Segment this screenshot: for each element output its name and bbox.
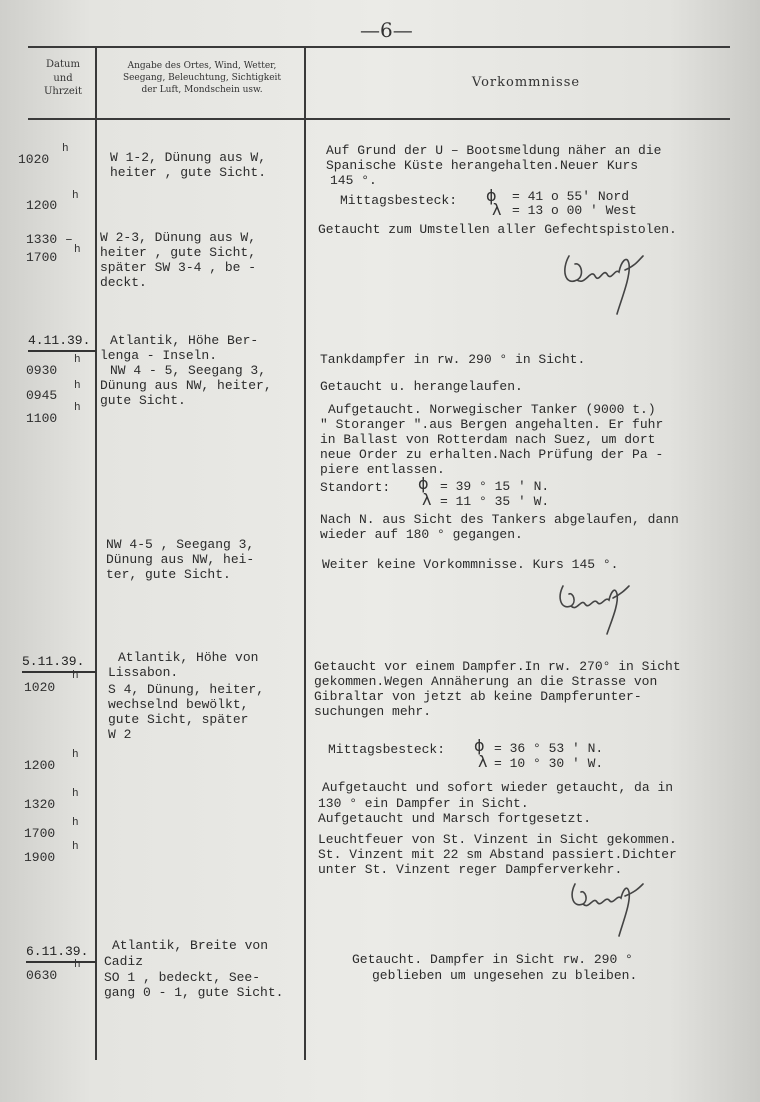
event-line: Getaucht vor einem Dampfer.In rw. 270° in Sicht bbox=[314, 659, 681, 674]
time-0930: 0930 bbox=[26, 363, 58, 378]
weather-line: Lissabon. bbox=[108, 665, 179, 680]
event-line: Getaucht. Dampfer in Sicht rw. 290 ° bbox=[352, 952, 633, 967]
time-1020: 1020 bbox=[24, 680, 56, 695]
longitude-symbol: λ bbox=[478, 752, 488, 771]
header-location-weather: Angabe des Ortes, Wind, Wetter, Seegang, Beleuchtung, Sichtigkeit der Luft, Mondschein usw. bbox=[122, 61, 282, 96]
weather-line: Dünung aus NW, hei- bbox=[106, 552, 255, 567]
signature bbox=[563, 870, 663, 940]
hour-mark: h bbox=[74, 402, 81, 414]
latitude-symbol: ϕ bbox=[418, 474, 429, 493]
weather-line: NW 4 - 5, Seegang 3, bbox=[110, 363, 267, 378]
event-line: Auf Grund der U – Bootsmeldung näher an die bbox=[326, 143, 662, 158]
signature bbox=[553, 574, 643, 638]
time-1330: 1330 – bbox=[26, 232, 73, 247]
event-line: Aufgetaucht. Norwegischer Tanker (9000 t.) bbox=[328, 402, 656, 417]
event-line: = 39 ° 15 ' N. bbox=[440, 479, 550, 494]
signature bbox=[555, 240, 665, 320]
weather-line: W 2-3, Dünung aus W, bbox=[100, 230, 257, 245]
event-line: Standort: bbox=[320, 480, 391, 495]
longitude-symbol: λ bbox=[492, 200, 502, 219]
event-line: Tankdampfer in rw. 290 ° in Sicht. bbox=[320, 352, 586, 367]
hour-mark: h bbox=[74, 354, 81, 366]
hour-mark: h bbox=[72, 670, 79, 682]
event-line: Aufgetaucht und sofort wieder getaucht, da in bbox=[322, 780, 674, 795]
time-1900: 1900 bbox=[24, 850, 56, 865]
time-1320: 1320 bbox=[24, 797, 56, 812]
event-line: 130 ° ein Dampfer in Sicht. bbox=[318, 796, 529, 811]
event-line: St. Vinzent mit 22 sm Abstand passiert.Dichter bbox=[318, 847, 677, 862]
event-line: neue Order zu erhalten.Nach Prüfung der Pa - bbox=[320, 447, 664, 462]
weather-line: Atlantik, Höhe Ber- bbox=[110, 333, 259, 348]
event-line: Mittagsbesteck: bbox=[340, 193, 458, 208]
header-bottom-rule bbox=[28, 118, 730, 120]
entry-date: 4.11.39. bbox=[28, 333, 91, 348]
time-1020: 1020 bbox=[18, 152, 50, 167]
event-line: = 36 ° 53 ' N. bbox=[494, 741, 604, 756]
time-0630: 0630 bbox=[26, 968, 58, 983]
weather-line: W 2 bbox=[108, 727, 132, 742]
weather-line: Cadiz bbox=[104, 954, 144, 969]
event-line: Getaucht u. herangelaufen. bbox=[320, 379, 523, 394]
weather-line: gute Sicht, später bbox=[108, 712, 249, 727]
weather-line: wechselnd bewölkt, bbox=[108, 697, 249, 712]
event-line: Aufgetaucht und Marsch fortgesetzt. bbox=[318, 811, 592, 826]
weather-line: heiter , gute Sicht. bbox=[110, 165, 267, 180]
weather-line: gang 0 - 1, gute Sicht. bbox=[104, 985, 284, 1000]
weather-line: lenga - Inseln. bbox=[100, 348, 218, 363]
event-line: = 13 o 00 ' West bbox=[512, 203, 637, 218]
column-divider-1 bbox=[95, 48, 97, 1060]
hour-mark: h bbox=[72, 190, 79, 202]
time-1200: 1200 bbox=[24, 758, 56, 773]
weather-line: Dünung aus NW, heiter, bbox=[100, 378, 272, 393]
table-top-rule bbox=[28, 46, 730, 48]
hour-mark: h bbox=[72, 788, 79, 800]
date-underline bbox=[28, 350, 96, 352]
event-line: Mittagsbesteck: bbox=[328, 742, 446, 757]
event-line: Nach N. aus Sicht des Tankers abgelaufen, dann bbox=[320, 512, 679, 527]
time-1700: 1700 bbox=[26, 250, 58, 265]
date-underline bbox=[22, 671, 96, 673]
event-line: gekommen.Wegen Annäherung an die Strasse von bbox=[314, 674, 658, 689]
entry-date: 6.11.39. bbox=[26, 944, 89, 959]
event-line: unter St. Vinzent reger Dampferverkehr. bbox=[318, 862, 623, 877]
header-events: Vorkommnisse bbox=[471, 75, 581, 90]
hour-mark: h bbox=[74, 244, 81, 256]
event-line: Gibraltar von jetzt ab keine Dampferunter- bbox=[314, 689, 642, 704]
time-1100: 1100 bbox=[26, 411, 58, 426]
event-line: Getaucht zum Umstellen aller Gefechtspistolen. bbox=[318, 222, 677, 237]
weather-line: NW 4-5 , Seegang 3, bbox=[106, 537, 255, 552]
event-line: = 11 ° 35 ' W. bbox=[440, 494, 550, 509]
event-line: 145 °. bbox=[330, 173, 377, 188]
longitude-symbol: λ bbox=[422, 490, 432, 509]
date-underline bbox=[26, 961, 96, 963]
column-divider-2 bbox=[304, 48, 306, 1060]
event-line: suchungen mehr. bbox=[314, 704, 432, 719]
weather-line: Atlantik, Breite von bbox=[112, 938, 269, 953]
time-0945: 0945 bbox=[26, 388, 58, 403]
latitude-symbol: ϕ bbox=[474, 736, 485, 755]
latitude-symbol: ϕ bbox=[486, 186, 497, 205]
weather-line: später SW 3-4 , be - bbox=[100, 260, 257, 275]
event-line: piere entlassen. bbox=[320, 462, 445, 477]
event-line: = 10 ° 30 ' W. bbox=[494, 756, 604, 771]
hour-mark: h bbox=[72, 841, 79, 853]
hour-mark: h bbox=[62, 143, 69, 155]
event-line: geblieben um ungesehen zu bleiben. bbox=[372, 968, 638, 983]
weather-line: gute Sicht. bbox=[100, 393, 186, 408]
event-line: in Ballast von Rotterdam nach Suez, um dort bbox=[320, 432, 656, 447]
event-line: Leuchtfeuer von St. Vinzent in Sicht gekommen. bbox=[318, 832, 677, 847]
weather-line: SO 1 , bedeckt, See- bbox=[104, 970, 261, 985]
weather-line: W 1-2, Dünung aus W, bbox=[110, 150, 267, 165]
event-line: " Storanger ".aus Bergen angehalten. Er fuhr bbox=[320, 417, 664, 432]
weather-line: Atlantik, Höhe von bbox=[118, 650, 259, 665]
event-line: Spanische Küste herangehalten.Neuer Kurs bbox=[326, 158, 639, 173]
weather-line: heiter , gute Sicht, bbox=[100, 245, 257, 260]
hour-mark: h bbox=[74, 380, 81, 392]
hour-mark: h bbox=[74, 959, 81, 971]
entry-date: 5.11.39. bbox=[22, 654, 85, 669]
hour-mark: h bbox=[72, 749, 79, 761]
event-line: wieder auf 180 ° gegangen. bbox=[320, 527, 523, 542]
header-date-time: Datum und Uhrzeit bbox=[43, 59, 83, 97]
hour-mark: h bbox=[72, 817, 79, 829]
time-1700: 1700 bbox=[24, 826, 56, 841]
event-line: Weiter keine Vorkommnisse. Kurs 145 °. bbox=[322, 557, 619, 572]
weather-line: ter, gute Sicht. bbox=[106, 567, 231, 582]
time-1200: 1200 bbox=[26, 198, 58, 213]
weather-line: S 4, Dünung, heiter, bbox=[108, 682, 265, 697]
event-line: = 41 o 55' Nord bbox=[512, 189, 630, 204]
page-number: —6— bbox=[360, 18, 413, 42]
weather-line: deckt. bbox=[100, 275, 147, 290]
